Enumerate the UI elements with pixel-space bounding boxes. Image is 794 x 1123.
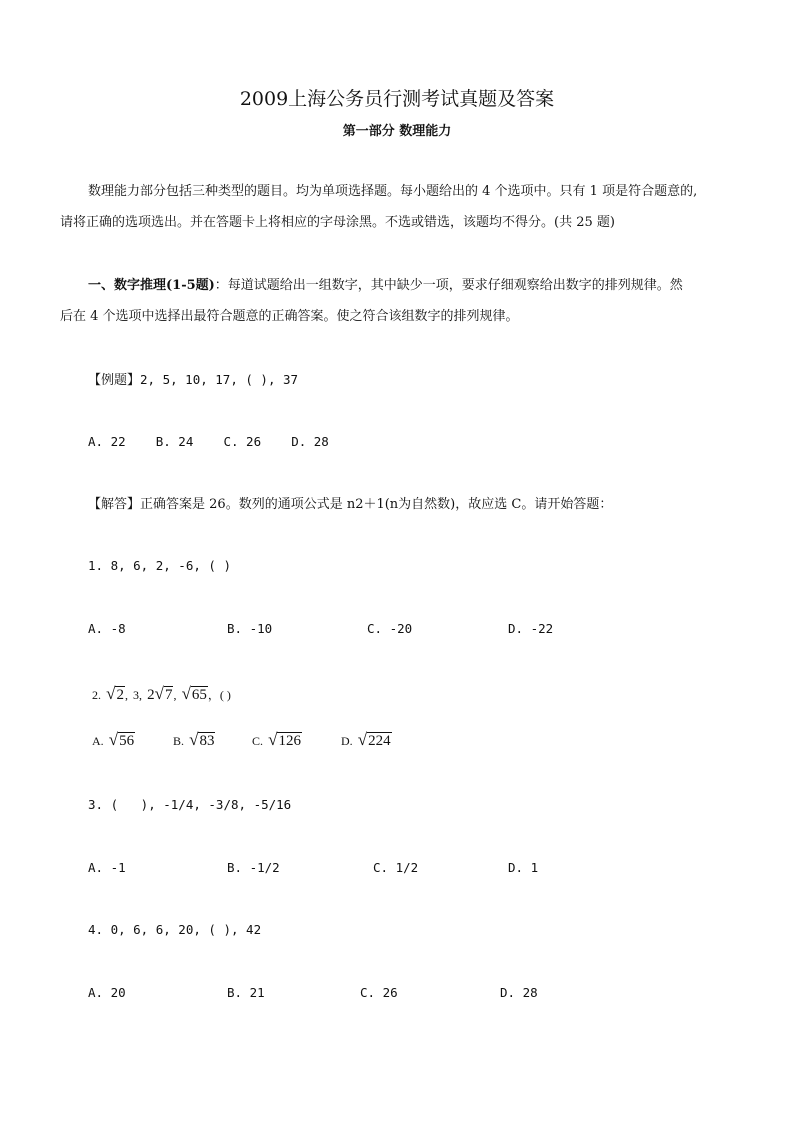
q3-option-a: A. -1 xyxy=(88,860,126,875)
example-line xyxy=(88,364,298,396)
section-heading-line xyxy=(88,270,683,301)
q2-option-d-radicand: 224 xyxy=(368,733,391,749)
example-label: 【例题】 xyxy=(88,373,141,388)
q3-option-c: C. 1/2 xyxy=(373,860,419,875)
q2-term-3-radicand: 7 xyxy=(164,687,173,703)
example-sequence: 2, 5, 10, 17, ( ), 37 xyxy=(140,372,299,387)
q4-option-a: A. 20 xyxy=(88,985,126,1000)
sqrt-icon: √ xyxy=(357,730,368,749)
q2-option-a xyxy=(92,730,135,750)
example-options: A. 22 B. 24 C. 26 D. 28 xyxy=(88,434,329,449)
intro-line-2: 请将正确的选项选出。并在答题卡上将相应的字母涂黑。不选或错选，该题均不得分。(共 25 题) xyxy=(60,215,615,230)
answer-line xyxy=(88,489,612,520)
q1-option-c: C. -20 xyxy=(367,621,413,636)
sqrt-icon: √ xyxy=(268,730,278,749)
q2-term-3 xyxy=(147,684,173,704)
sqrt-icon: √ xyxy=(108,730,119,749)
document-title: 2009上海公务员行测考试真题及答案 xyxy=(239,88,555,110)
q2-term-2: 3, xyxy=(133,688,143,702)
q2-option-b-label: B. xyxy=(173,734,185,748)
q3-option-d: D. 1 xyxy=(508,860,539,875)
sqrt-icon: √ xyxy=(106,684,116,703)
q2-option-b xyxy=(173,730,215,750)
q2-option-a-label: A. xyxy=(92,734,104,748)
answer-label: 【解答】 xyxy=(88,497,141,512)
section-subtitle: 第一部分 数理能力 xyxy=(342,124,452,139)
q2-option-d-value xyxy=(358,730,392,750)
q2-term-1 xyxy=(106,684,125,704)
q2-option-c-label: C. xyxy=(252,734,264,748)
q2-option-a-radicand: 56 xyxy=(119,733,135,749)
q4-option-c: C. 26 xyxy=(360,985,398,1000)
q2-sep-2: , xyxy=(173,688,177,702)
sqrt-icon: √ xyxy=(181,684,191,703)
answer-text: 正确答案是 26。数列的通项公式是 n2＋1(n为自然数)，故应选 C。请开始答题： xyxy=(140,497,613,512)
q2-option-d xyxy=(341,730,392,750)
q2-term-3-coef: 2 xyxy=(147,687,155,703)
q2-number: 2. xyxy=(92,688,101,702)
q4-stem: 4. 0, 6, 6, 20, ( ), 42 xyxy=(88,922,262,937)
q2-option-b-value xyxy=(189,730,215,750)
q2-term-4-radicand: 65 xyxy=(191,687,207,703)
sqrt-icon: √ xyxy=(189,730,199,749)
q1-stem: 1. 8, 6, 2, -6, ( ) xyxy=(88,558,231,573)
q2-term-4 xyxy=(182,684,208,704)
sqrt-icon: √ xyxy=(154,684,164,703)
q2-option-d-label: D. xyxy=(341,734,353,748)
q2-option-c-value xyxy=(268,730,302,750)
q4-option-d: D. 28 xyxy=(500,985,538,1000)
q3-option-b: B. -1/2 xyxy=(227,860,280,875)
q1-option-a: A. -8 xyxy=(88,621,126,636)
q3-stem: 3. ( ), -1/4, -3/8, -5/16 xyxy=(88,797,292,812)
q2-tail: ，( ) xyxy=(207,688,231,702)
intro-line-1: 数理能力部分包括三种类型的题目。均为单项选择题。每小题给出的 4 个选项中。只有 1 项是符合题意的, xyxy=(88,184,698,199)
q1-option-d: D. -22 xyxy=(508,621,554,636)
section-desc-2: 后在 4 个选项中选择出最符合题意的正确答案。使之符合该组数字的排列规律。 xyxy=(60,309,519,324)
q2-option-a-value xyxy=(109,730,135,750)
q2-term-1-radicand: 2 xyxy=(116,687,124,703)
q2-option-c xyxy=(252,730,302,750)
q2-sep-1: , xyxy=(124,688,128,702)
q2-option-c-radicand: 126 xyxy=(278,733,301,749)
q2-option-b-radicand: 83 xyxy=(199,733,215,749)
section-desc-1: ：每道试题给出一组数字，其中缺少一项，要求仔细观察给出数字的排列规律。然 xyxy=(214,278,683,293)
q4-option-b: B. 21 xyxy=(227,985,265,1000)
q2-stem xyxy=(92,684,231,704)
section-heading: 一、数字推理(1-5题) xyxy=(88,278,215,293)
q1-option-b: B. -10 xyxy=(227,621,273,636)
